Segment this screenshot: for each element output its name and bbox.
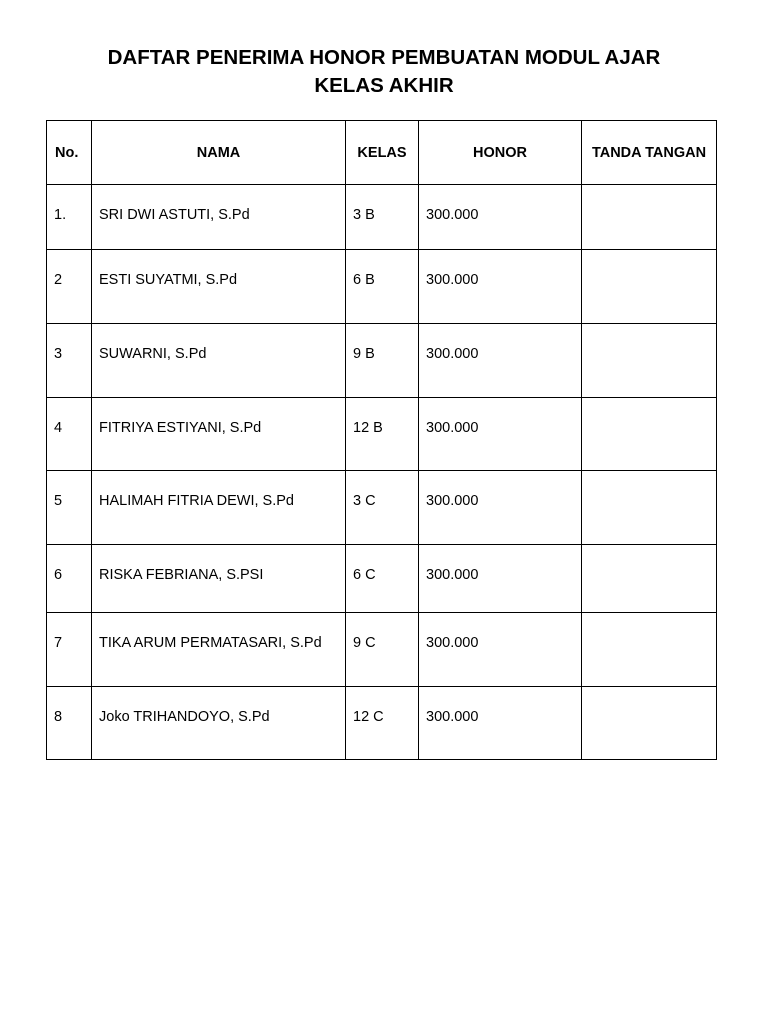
table-row — [47, 545, 717, 613]
cell-no: 6 — [47, 545, 92, 613]
cell-kelas: 6 C — [346, 545, 419, 613]
cell-signature — [582, 185, 717, 250]
table-row — [47, 185, 717, 250]
cell-honor: 300.000 — [419, 613, 582, 687]
cell-no: 2 — [47, 250, 92, 324]
cell-no: 7 — [47, 613, 92, 687]
cell-kelas: 9 B — [346, 324, 419, 398]
cell-signature — [582, 545, 717, 613]
cell-honor: 300.000 — [419, 471, 582, 545]
cell-nama: SUWARNI, S.Pd — [92, 324, 346, 398]
cell-nama: FITRIYA ESTIYANI, S.Pd — [92, 398, 346, 471]
title-line-2: KELAS AKHIR — [314, 74, 454, 97]
cell-signature — [582, 324, 717, 398]
cell-signature — [582, 250, 717, 324]
cell-no: 5 — [47, 471, 92, 545]
cell-kelas: 9 C — [346, 613, 419, 687]
cell-no: 8 — [47, 687, 92, 760]
header-row — [47, 121, 717, 185]
cell-kelas: 6 B — [346, 250, 419, 324]
header-honor: HONOR — [419, 121, 582, 185]
cell-honor: 300.000 — [419, 324, 582, 398]
title-line-1: DAFTAR PENERIMA HONOR PEMBUATAN MODUL AJAR — [107, 46, 661, 69]
cell-nama: TIKA ARUM PERMATASARI, S.Pd — [92, 613, 346, 687]
cell-signature — [582, 471, 717, 545]
cell-honor: 300.000 — [419, 250, 582, 324]
table-row — [47, 324, 717, 398]
header-kelas: KELAS — [346, 121, 419, 185]
cell-kelas: 3 C — [346, 471, 419, 545]
cell-kelas: 12 C — [346, 687, 419, 760]
cell-signature — [582, 687, 717, 760]
table-row — [47, 687, 717, 760]
cell-honor: 300.000 — [419, 185, 582, 250]
cell-kelas: 3 B — [346, 185, 419, 250]
table-row — [47, 613, 717, 687]
document-title — [40, 44, 728, 100]
cell-no: 4 — [47, 398, 92, 471]
cell-nama: ESTI SUYATMI, S.Pd — [92, 250, 346, 324]
table-row — [47, 471, 717, 545]
header-nama: NAMA — [92, 121, 346, 185]
cell-no: 3 — [47, 324, 92, 398]
cell-nama: SRI DWI ASTUTI, S.Pd — [92, 185, 346, 250]
table-header — [47, 121, 717, 185]
table-body — [47, 185, 717, 760]
cell-nama: HALIMAH FITRIA DEWI, S.Pd — [92, 471, 346, 545]
cell-honor: 300.000 — [419, 687, 582, 760]
cell-honor: 300.000 — [419, 398, 582, 471]
header-tanda-tangan: TANDA TANGAN — [582, 121, 717, 185]
cell-signature — [582, 613, 717, 687]
table-row — [47, 250, 717, 324]
honor-recipient-table — [46, 120, 717, 760]
cell-nama: RISKA FEBRIANA, S.PSI — [92, 545, 346, 613]
cell-honor: 300.000 — [419, 545, 582, 613]
cell-no: 1. — [47, 185, 92, 250]
cell-kelas: 12 B — [346, 398, 419, 471]
cell-signature — [582, 398, 717, 471]
header-no: No. — [47, 121, 92, 185]
cell-nama: Joko TRIHANDOYO, S.Pd — [92, 687, 346, 760]
table-row — [47, 398, 717, 471]
